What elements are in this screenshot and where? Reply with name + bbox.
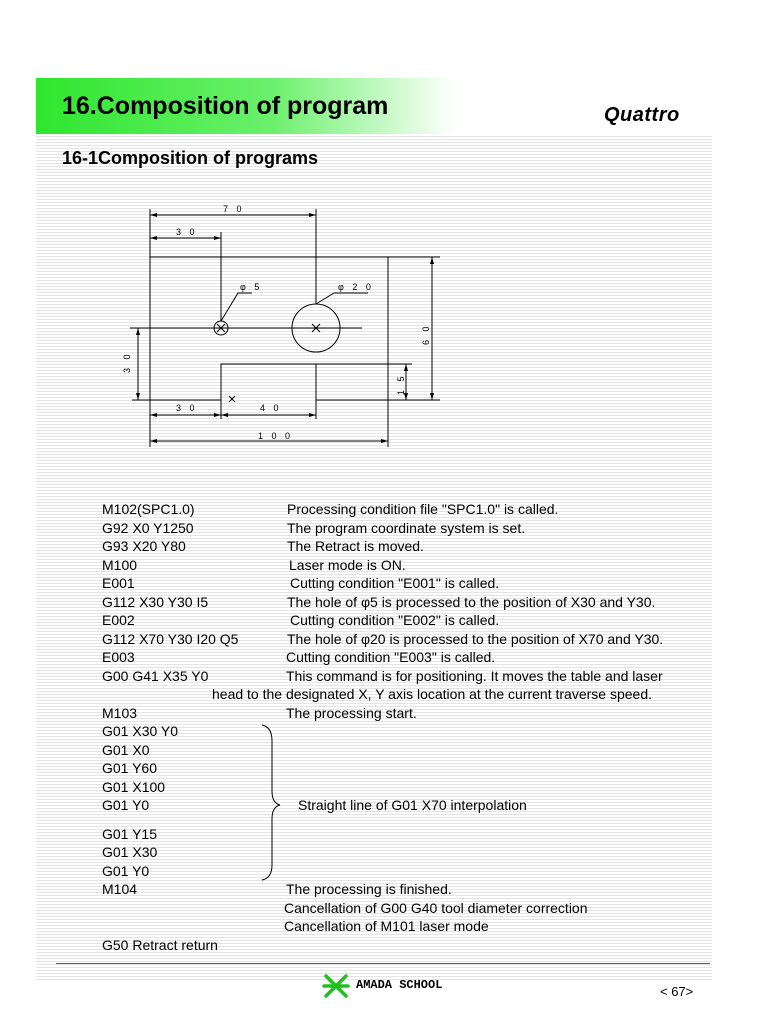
interpolation-brace	[258, 723, 288, 883]
program-description: The processing start.	[286, 704, 417, 721]
program-description: The hole of φ20 is processed to the position of X70 and Y30.	[287, 630, 664, 647]
program-description: This command is for positioning. It moves the table and laser	[286, 667, 663, 684]
program-description: The Retract is moved.	[287, 538, 424, 554]
program-code: G00 G41 X35 Y0	[102, 667, 209, 684]
program-description: Cutting condition "E002" is called.	[290, 612, 500, 628]
program-code: E003	[102, 649, 135, 665]
program-code: G112 X70 Y30 I20 Q5	[102, 630, 239, 647]
footer-rule	[56, 963, 710, 964]
dim-notch-height: 1 5	[396, 373, 406, 395]
program-description: Straight line of G01 X70 interpolation	[298, 797, 527, 813]
program-code: M102(SPC1.0)	[102, 501, 195, 517]
program-description: Laser mode is ON.	[289, 556, 406, 573]
program-description: Cutting condition "E003" is called.	[286, 649, 496, 665]
brand-logo-text: Quattro	[604, 104, 680, 126]
program-description: head to the designated X, Y axis location at the current traverse speed.	[212, 686, 652, 702]
program-code: E001	[102, 575, 135, 591]
program-code: M104	[102, 881, 138, 897]
program-code: M103	[102, 704, 138, 721]
program-code: G01 X100	[102, 778, 166, 795]
dim-notch-width: 4 0	[260, 403, 282, 413]
page-title: 16.Composition of program	[62, 92, 389, 120]
program-code: G01 Y0	[102, 797, 150, 813]
program-code: G112 X30 Y30 I5	[102, 593, 209, 610]
dim-small-hole: φ 5	[240, 282, 263, 292]
program-code: G92 X0 Y1250	[102, 519, 194, 536]
dim-large-hole: φ 2 0	[338, 282, 374, 292]
program-code: M100	[102, 556, 138, 573]
program-code: G01 Y0	[102, 862, 150, 879]
section-title: 16-1Composition of programs	[62, 148, 319, 168]
program-code: G01 Y60	[102, 760, 158, 776]
dim-bottom-left: 3 0	[176, 403, 198, 413]
dim-left-height: 3 0	[122, 351, 132, 373]
dim-height: 6 0	[421, 323, 431, 345]
program-code: G93 X20 Y80	[102, 538, 186, 554]
dim-total-width: 1 0 0	[258, 431, 294, 441]
dim-hole-offset: 3 0	[176, 227, 198, 237]
program-description: Processing condition file "SPC1.0" is called.	[287, 501, 559, 517]
part-drawing	[110, 195, 440, 455]
program-code: G01 X30 Y0	[102, 723, 179, 739]
program-description: Cancellation of G00 G40 tool diameter correction	[284, 899, 588, 916]
school-name: AMADA SCHOOL	[356, 978, 443, 992]
program-code: G50 Retract return	[102, 936, 218, 953]
program-code: G01 X30	[102, 844, 158, 860]
program-code: G01 X0	[102, 741, 150, 758]
amada-logo-icon	[322, 973, 350, 999]
program-description: Cutting condition "E001" is called.	[290, 575, 500, 591]
program-description: The processing is finished.	[286, 881, 452, 897]
program-code: E002	[102, 612, 135, 628]
dim-overall-width: 7 0	[223, 204, 245, 214]
program-description: The hole of φ5 is processed to the position of X30 and Y30.	[287, 593, 656, 610]
page-number: < 67>	[660, 984, 694, 999]
program-code: G01 Y15	[102, 825, 158, 842]
program-description: Cancellation of M101 laser mode	[284, 918, 489, 934]
program-description: The program coordinate system is set.	[287, 519, 526, 536]
